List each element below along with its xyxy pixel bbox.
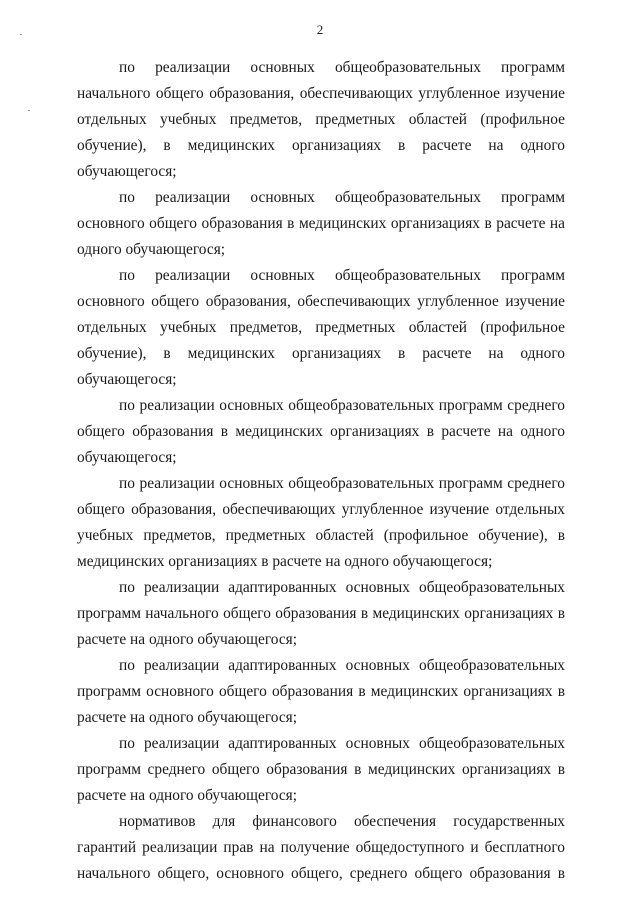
page-number: 2 [316,22,324,37]
paragraph: нормативов для финансового обеспечения государственных гарантий реализации прав на получение общедоступного и бесплатного начального общего, основного общего, среднего общего образования в [77,813,565,882]
body-text [77,55,565,887]
paragraph: по реализации основных общеобразовательных программ основного общего образования, обеспечивающих углубленное изучение отдельных учебных предметов, предметных областей (профильное обучение), в медицинских организациях в расчете на одного обучающегося; [77,267,565,388]
paragraph: по реализации основных общеобразовательных программ основного общего образования в медицинских организациях в расчете на одного обучающегося; [77,189,565,258]
paragraph: по реализации адаптированных основных общеобразовательных программ начального общего образования в медицинских организациях в расчете на одного обучающегося; [77,579,565,648]
paragraph: по реализации основных общеобразовательных программ среднего общего образования в медицинских организациях в расчете на одного обучающегося; [77,397,565,466]
paragraph: по реализации основных общеобразовательных программ начального общего образования, обеспечивающих углубленное изучение отдельных учебных предметов, предметных областей (профильное обучение), в медицинских организациях в расчете на одного обучающегося; [77,59,565,180]
paragraph: по реализации адаптированных основных общеобразовательных программ основного общего образования в медицинских организациях в расчете на одного обучающегося; [77,657,565,726]
paragraph: по реализации адаптированных основных общеобразовательных программ среднего общего образования в медицинских организациях в расчете на одного обучающегося; [77,735,565,804]
scan-mark [28,110,30,111]
paragraph: по реализации основных общеобразовательных программ среднего общего образования, обеспечивающих углубленное изучение отдельных учебных предметов, предметных областей (профильное обучение), в медицинских организациях в расчете на одного обучающегося; [77,475,565,570]
